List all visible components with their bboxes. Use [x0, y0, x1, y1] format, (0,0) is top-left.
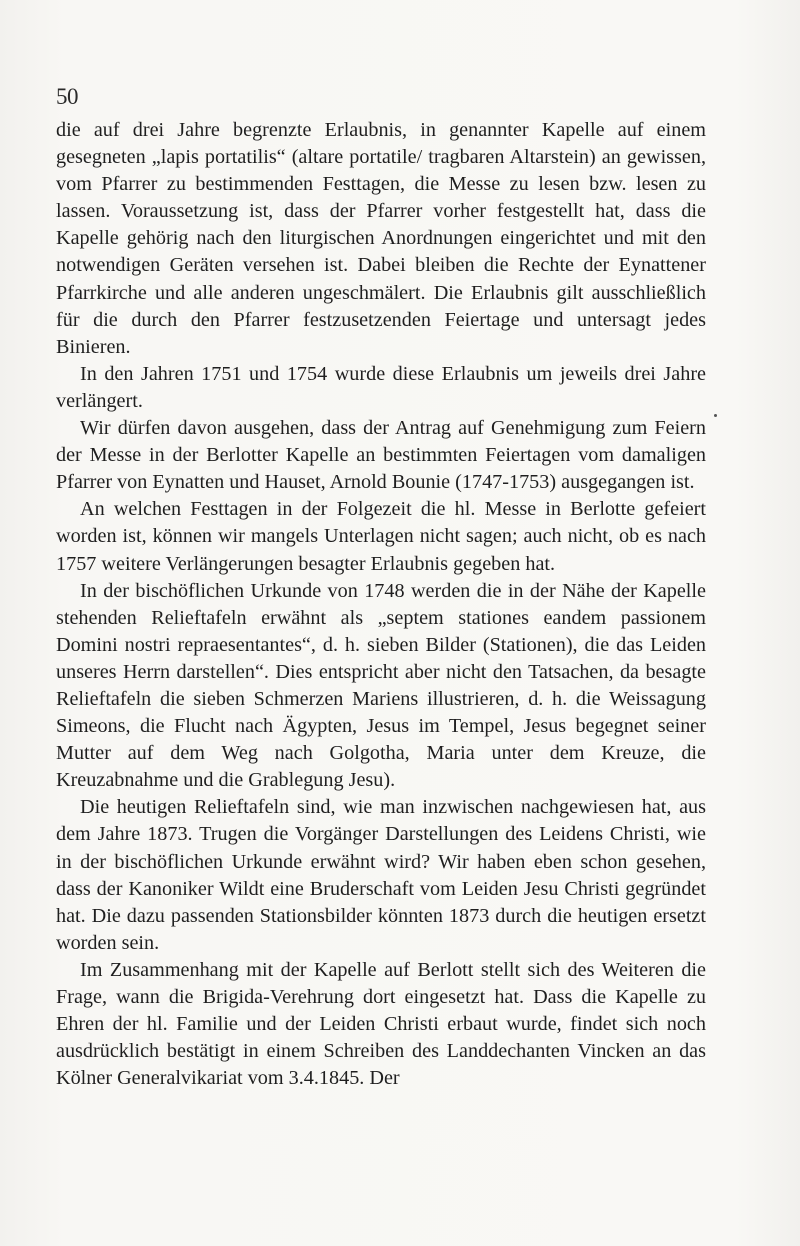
- paragraph: die auf drei Jahre begrenzte Erlaubnis, in genannter Kapelle auf einem gesegneten „lapis portatilis“ (altare portatile/ tragbaren Altarstein) an gewissen, vom Pfarrer zu bestimmenden Festtagen, die Messe zu lesen bzw. lesen zu lassen. Voraussetzung ist, dass der Pfarrer vorher festgestellt hat, dass die Kapelle gehörig nach den liturgischen Anordnungen eingerichtet und mit den notwendigen Geräten versehen ist. Dabei bleiben die Rechte der Eynattener Pfarrkirche und alle anderen ungeschmälert. Die Erlaubnis gilt ausschließlich für die durch den Pfarrer festzusetzenden Feiertage und untersagt jedes Binieren.: [56, 119, 706, 358]
- page-number: 50: [56, 84, 78, 109]
- paragraph: In der bischöflichen Urkunde von 1748 werden die in der Nähe der Kapelle stehenden Relieftafeln erwähnt als „septem stationes eandem passionem Domini nostri repraesentantes“, d. h. sieben Bilder (Stationen), die das Leiden unseres Herrn darstellen“. Dies entspricht aber nicht den Tatsachen, da besagte Relieftafeln die sieben Schmerzen Mariens illustrieren, d. h. die Weissagung Simeons, die Flucht nach Ägypten, Jesus im Tempel, Jesus begegnet seiner Mutter auf dem Weg nach Golgotha, Maria unter dem Kreuze, die Kreuzabnahme und die Grablegung Jesu).: [56, 579, 706, 792]
- paragraph: An welchen Festtagen in der Folgezeit die hl. Messe in Berlotte gefeiert worden ist, können wir mangels Unterlagen nicht sagen; auch nicht, ob es nach 1757 weitere Verlängerungen besagter Erlaubnis gegeben hat.: [56, 498, 706, 575]
- stray-ink-mark: [714, 414, 717, 417]
- paragraph: Die heutigen Relieftafeln sind, wie man inzwischen nachgewiesen hat, aus dem Jahre 1873. Trugen die Vorgänger Darstellungen des Leidens Christi, wie in der bischöflichen Urkunde erwähnt wird? Wir haben eben schon gesehen, dass der Kanoniker Wildt eine Bruderschaft vom Leiden Jesu Christi gegründet hat. Die dazu passenden Stationsbilder könnten 1873 durch die heutigen ersetzt worden sein.: [56, 796, 706, 954]
- paragraph: Im Zusammenhang mit der Kapelle auf Berlott stellt sich des Weiteren die Frage, wann die Brigida-Verehrung dort eingesetzt hat. Dass die Kapelle zu Ehren der hl. Familie und der Leiden Christi erbaut wurde, findet sich noch ausdrücklich bestätigt in einem Schreiben des Landdechanten Vincken an das Kölner Generalvikariat vom 3.4.1845. Der: [56, 958, 706, 1090]
- paragraph: Wir dürfen davon ausgehen, dass der Antrag auf Genehmigung zum Feiern der Messe in der Berlotter Kapelle an bestimmten Feiertagen vom damaligen Pfarrer von Eynatten und Hauset, Arnold Bounie (1747-1753) ausgegangen ist.: [56, 417, 706, 494]
- paragraph: In den Jahren 1751 und 1754 wurde diese Erlaubnis um jeweils drei Jahre verlängert.: [56, 362, 706, 412]
- body-text: [56, 117, 706, 1092]
